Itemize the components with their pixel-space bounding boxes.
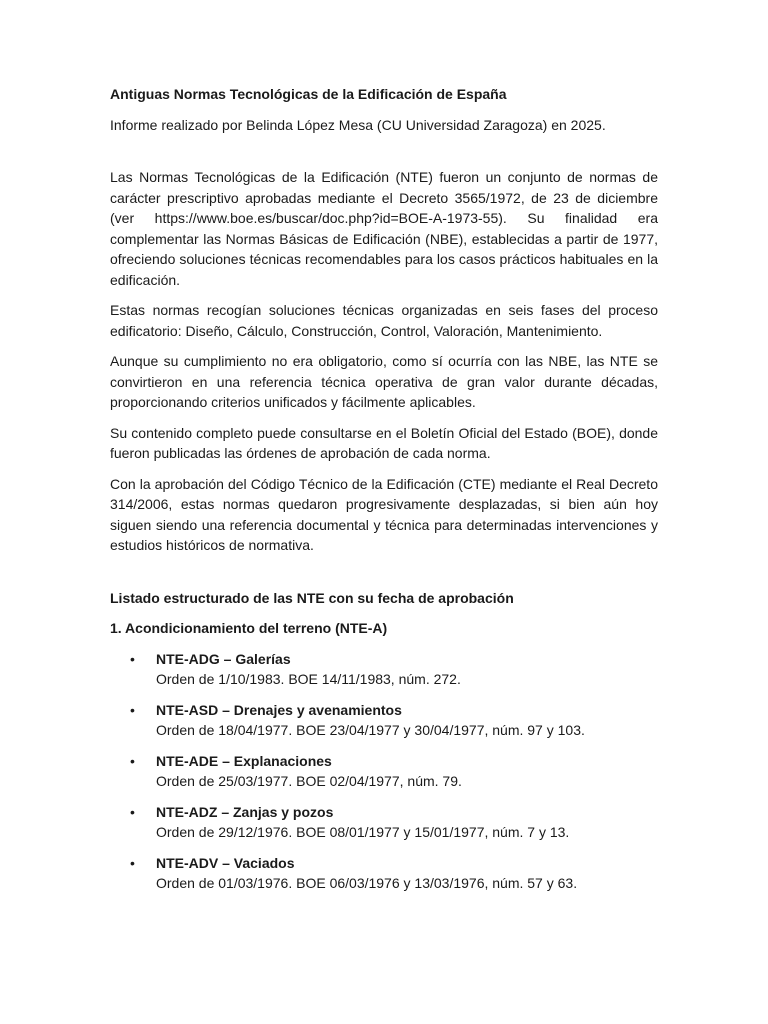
list-item-title: NTE-ADE – Explanaciones — [156, 752, 332, 769]
list-item-detail: Orden de 01/03/1976. BOE 06/03/1976 y 13/03/1976, núm. 57 y 63. — [156, 875, 578, 891]
spacer — [110, 145, 658, 167]
bullet-icon: • — [130, 650, 135, 667]
list-item — [110, 751, 658, 792]
section-heading: 1. Acondicionamiento del terreno (NTE-A) — [110, 620, 388, 636]
spacer — [110, 566, 658, 588]
list-item-detail: Orden de 18/04/1977. BOE 23/04/1977 y 30/04/1977, núm. 97 y 103. — [156, 722, 585, 738]
list-item-title: NTE-ADG – Galerías — [156, 650, 291, 667]
list-item — [110, 853, 658, 894]
list-item-title: NTE-ASD – Drenajes y avenamientos — [156, 701, 402, 718]
document-byline: Informe realizado por Belinda López Mesa (CU Universidad Zaragoza) en 2025. — [110, 116, 606, 133]
paragraph-compliance: Aunque su cumplimiento no era obligatorio, como sí ocurría con las NBE, las NTE se convirtieron en una referencia técnica operativa de gran valor durante décadas, proporcionando criterios unificados y fácilmente aplicables. — [110, 353, 658, 410]
list-item-title: NTE-ADV – Vaciados — [156, 854, 295, 871]
nte-list — [110, 649, 658, 894]
list-item-detail: Orden de 1/10/1983. BOE 14/11/1983, núm. 272. — [156, 671, 461, 687]
list-item — [110, 649, 658, 690]
list-item-detail: Orden de 25/03/1977. BOE 02/04/1977, núm. 79. — [156, 773, 462, 789]
list-item — [110, 700, 658, 741]
document-page — [110, 84, 658, 904]
list-item-title: NTE-ADZ – Zanjas y pozos — [156, 803, 334, 820]
listing-title: Listado estructurado de las NTE con su fecha de aprobación — [110, 589, 514, 606]
paragraph-boe: Su contenido completo puede consultarse en el Boletín Oficial del Estado (BOE), donde fueron publicadas las órdenes de aprobación de cada norma. — [110, 424, 658, 461]
list-item-detail: Orden de 29/12/1976. BOE 08/01/1977 y 15/01/1977, núm. 7 y 13. — [156, 824, 570, 840]
paragraph-phases: Estas normas recogían soluciones técnicas organizadas en seis fases del proceso edificatorio: Diseño, Cálculo, Construcción, Control, Valoración, Mantenimiento. — [110, 302, 658, 339]
paragraph-cte: Con la aprobación del Código Técnico de la Edificación (CTE) mediante el Real Decreto 314/2006, estas normas quedaron progresivamente desplazadas, si bien aún hoy siguen siendo una referencia documental y técnica para determinadas intervenciones y estudios históricos de normativa. — [110, 475, 658, 553]
bullet-icon: • — [130, 803, 135, 820]
list-item — [110, 802, 658, 843]
paragraph-intro: Las Normas Tecnológicas de la Edificación (NTE) fueron un conjunto de normas de carácter prescriptivo aprobadas mediante el Decreto 3565/1972, de 23 de diciembre (ver https://www.boe.es/buscar/doc.php?id=BOE-A-1973-55). Su finalidad era complementar las Normas Básicas de Edificación (NBE), establecidas a partir de 1977, ofreciendo soluciones técnicas recomendables para los casos prácticos habituales en la edificación. — [110, 169, 658, 288]
bullet-icon: • — [130, 854, 135, 871]
bullet-icon: • — [130, 701, 135, 718]
bullet-icon: • — [130, 752, 135, 769]
document-title: Antiguas Normas Tecnológicas de la Edificación de España — [110, 86, 507, 102]
